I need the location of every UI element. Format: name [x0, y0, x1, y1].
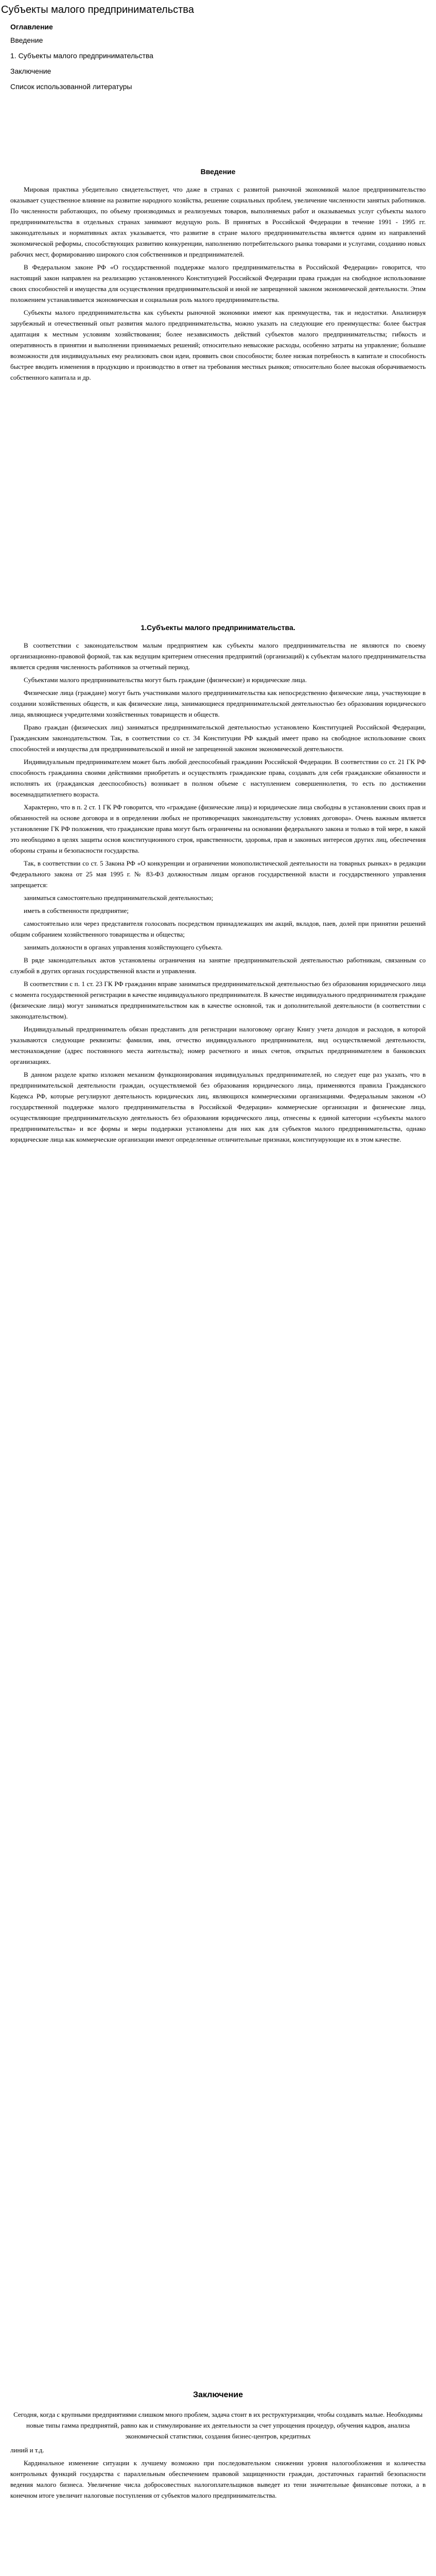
conclusion-paragraph: Кардинальное изменение ситуации к лучшему возможно при последовательном снижении уровня налогообложения и количества контрольных функций государства с параллельным обеспечением правовой защищенности граждан, достаточных гарантий безопасности ведения малого бизнеса. Увеличение числа добросовестных налогоплательщиков выведет из тени значительные финансовые потоки, а в конечном итоге увеличит налоговые поступления от субъектов малого предпринимательства.: [10, 2459, 426, 2499]
conclusion-heading: Заключение: [193, 2391, 243, 2399]
page-title: Субъекты малого предпринимательства: [1, 4, 194, 15]
conclusion-section: [10, 2391, 426, 2503]
intro-paragraph: Субъекты малого предпринимательства как субъекты рыночной экономики имеют как преимущества, так и недостатки. Анализируя зарубежный и отечественный опыт развития малого предпринимательства, можно указать на следующие его преимущества: более быстрая адаптация к местным условиям хозяйствования; более независимость действий субъектов малого предпринимательства; гибкость и оперативность в принятии и выполнении принимаемых решений; относительно невысокие расходы, особенно затраты на управление; большие возможности для индивидуальных ему реализовать свои идеи, проявить свои способности; более низкая потребность в капитале и способность быстрее вводить изменения в продукцию и производство в ответ на требования местных рынков; относительно более высокая оборачиваемость собственного капитала и др.: [10, 309, 426, 381]
section1-paragraph: Характерно, что в п. 2 ст. 1 ГК РФ говорится, что «граждане (физические лица) и юридические лица свободны в установлении своих прав и обязанностей на основе договора и в определении любых не противоречащих законодательству условиях договора». Очень важным является установление ГК РФ положения, что гражданские права могут быть ограничены на основании федерального закона и только в той мере, в какой это необходимо в целях защиты основ конституционного строя, нравственности, здоровья, прав и законных интересов других лиц, обеспечения обороны страны и безопасности государства.: [10, 803, 426, 854]
section1-paragraph: В соответствии с законодательством малым предприятием как субъекты малого предпринимательства не являются по своему организационно-правовой формой, так как ведущим критерием отнесения предприятий (организаций) к субъектам малого предпринимательства является средняя численность работников за отчетный период.: [10, 641, 426, 671]
section1-paragraph: Право граждан (физических лиц) заниматься предпринимательской деятельностью установлено Конституцией Российской Федерации, Гражданским законодательством. Так, в соответствии со ст. 34 Конституции РФ каждый имеет право на свободное использование своих способностей и имущества для предпринимательской и иной не запрещенной законом экономической деятельности.: [10, 723, 426, 753]
section1-paragraph: В данном разделе кратко изложен механизм функционирования индивидуальных предпринимателей, но следует еще раз указать, что в предпринимательской деятельности граждан, осуществляемой без образования юридического лица, применяются правила Гражданского Кодекса РФ, которые регулируют деятельность юридических лиц, являющихся коммерческими организациями. Федеральным законом «О государственной поддержке малого предпринимательства в Российской Федерации» коммерческие организации и физические лица, осуществляющие предпринимательскую деятельность без образования юридического лица, отнесены к единой категории «субъекты малого предпринимательства» и все формы и меры поддержки установлены для них как для субъектов малого предпринимательства, однако юридические лица как коммерческие организации имеют определенные отличительные признаки, конституирующие их в этом качестве.: [10, 1071, 426, 1143]
toc-item-bibliography[interactable]: Список использованной литературы: [10, 82, 132, 91]
intro-paragraph: В Федеральном законе РФ «О государственной поддержке малого предпринимательства в Российской Федерации» говорится, что настоящий закон направлен на реализацию установленного Конституцией Российской Федерации права граждан на свободное использование своих способностей и имущества для осуществления предпринимательской и иной не запрещенной законом экономической деятельности. Этим положением устанавливается экономическая и социальная роль малого предпринимательства.: [10, 263, 426, 303]
section1-paragraph: Индивидуальным предпринимателем может быть любой дееспособный гражданин Российской Федерации. В соответствии со ст. 21 ГК РФ способность гражданина своими действиями приобретать и осуществлять гражданские права, создавать для себя гражданские обязанности и исполнять их (гражданская дееспособность) возникает в полном объеме с наступлением совершеннолетия, то есть по достижении восемнадцатилетнего возраста.: [10, 758, 426, 798]
section1-list-item: самостоятельно или через представителя голосовать посредством принадлежащих им акций, вкладов, паев, долей при принятии решений общим собранием хозяйственного товарищества и общества;: [10, 920, 426, 938]
section1: [10, 623, 426, 1147]
conclusion-centered-paragraph: Сегодня, когда с крупными предприятиями слишком много проблем, задача стоит в их реструктуризации, чтобы создавать малые. Необходимы новые типы гамма предприятий, равно как и стимулирование их деятельности за счет упрощения процедур, обучения кадров, анализа экономической статистики, создания бизнес-центров, кредитных: [13, 2411, 423, 2440]
section1-list-item: занимать должности в органах управления хозяйствующего субъекта.: [24, 943, 223, 951]
section1-heading: 1.Субъекты малого предпринимательства.: [141, 623, 295, 632]
section1-paragraph: В соответствии с п. 1 ст. 23 ГК РФ гражданин вправе заниматься предпринимательской деятельностью без образования юридического лица с момента государственной регистрации в качестве индивидуального предпринимателя. В качестве индивидуального предпринимателя граждане (физические лица) могут заниматься предпринимательством как в качестве основной, так и дополнительной деятельности (в соответствии с законодательством).: [10, 980, 426, 1020]
toc-item-section1[interactable]: 1. Субъекты малого предпринимательства: [10, 52, 153, 60]
section1-list-item: заниматься самостоятельно предпринимательской деятельностью;: [24, 894, 214, 902]
section1-paragraph: Физические лица (граждане) могут быть участниками малого предпринимательства как непосредственно физические лица, участвующие в создании хозяйственных обществ, и как физические лица, занимающиеся предпринимательской деятельностью без образования юридического лица, являющиеся учредителями хозяйственных товариществ и обществ.: [10, 689, 426, 718]
section1-paragraph: Так, в соответствии со ст. 5 Закона РФ «О конкуренции и ограничении монополистической деятельности на товарных рынках» в редакции Федерального закона от 25 мая 1995 г. № 83-ФЗ должностным лицам органов государственной власти и государственного управления запрещается:: [10, 859, 426, 889]
intro-section: [10, 167, 426, 385]
toc-heading: Оглавление: [10, 23, 53, 31]
intro-paragraph: Мировая практика убедительно свидетельствует, что даже в странах с развитой рыночной экономикой малое предпринимательство оказывает существенное влияние на развитие народного хозяйства, решение социальных проблем, увеличение численности занятых работников. По численности работающих, по объему производимых и реализуемых товаров, выполняемых работ и оказываемых услуг субъекты малого предпринимательства в отдельных странах занимают ведущую роль. В принятых в Российской Федерации в течение 1991 - 1995 гг. законодательных и нормативных актах указывается, что развитие в стране малого предпринимательства является одним из направлений экономической реформы, способствующих развитию конкуренции, наполнению потребительского рынка товарами и услугами, созданию новых рабочих мест, формированию широкого слоя собственников и предпринимателей.: [10, 185, 426, 258]
section1-paragraph: Индивидуальный предприниматель обязан представить для регистрации налоговому органу Книгу учета доходов и расходов, в которой указываются следующие реквизиты: фамилия, имя, отчество индивидуального предпринимателя, вид осуществляемой деятельности, местонахождение (адрес постоянного места жительства); номер расчетного и иных счетов, открытых предпринимателем в банковских организациях.: [10, 1025, 426, 1065]
intro-heading: Введение: [200, 167, 236, 176]
toc-item-intro[interactable]: Введение: [10, 36, 43, 44]
section1-paragraph: Субъектами малого предпринимательства могут быть граждане (физические) и юридические лица.: [24, 676, 307, 684]
toc-item-conclusion[interactable]: Заключение: [10, 67, 51, 75]
section1-list-item: иметь в собственности предприятие;: [24, 907, 129, 914]
conclusion-line: линий и т.д.: [10, 2446, 44, 2454]
section1-paragraph: В ряде законодательных актов установлены ограничения на занятие предпринимательской деятельностью работникам, связанным со службой в других органах государственной власти и управления.: [10, 956, 426, 975]
table-of-contents: [0, 16, 436, 91]
